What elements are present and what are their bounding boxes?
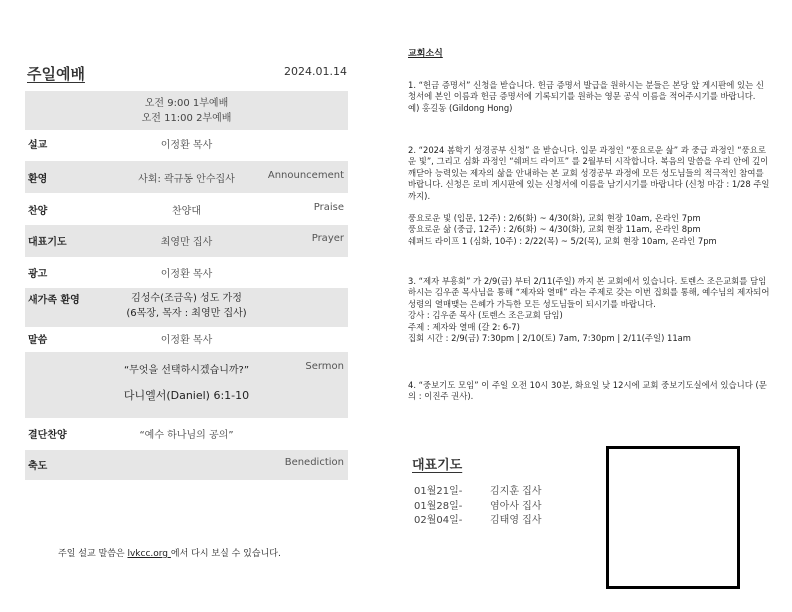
prayer-leader: 염아사 집사: [490, 500, 542, 512]
order-of-worship-table: [25, 91, 348, 480]
worship-title: 주일예배: [27, 65, 85, 83]
order-value: 사회: 곽규동 안수집사: [138, 174, 235, 185]
news-item-2: [408, 145, 770, 247]
detail-line: 강사 : 김우준 목사 (토렌스 조은교회 담임): [408, 310, 563, 321]
new-family-group: (6목장, 목자 : 최영만 집사): [126, 308, 247, 319]
order-label: 설교: [28, 140, 48, 151]
order-row-word: [25, 327, 348, 352]
order-label: 찬양: [28, 206, 48, 217]
news-item-text: 3. “제자 부흥회” 가 2/9(금) 부터 2/11(주일) 까지 본 교회에서 있습니다. 토렌스 조은교회를 담임하시는 김우준 목사님을 통해 “제자와 열매” 라는 주제로 갖는 이번 집회를 통해, 예수님의 제자되어 성령의 열매맺는 은혜가 가득한 모든 성도님들이 되시기를 바랍니다.: [408, 276, 770, 309]
service-time-1: 오전 9:00 1부예배: [144, 98, 229, 109]
order-label: 말씀: [28, 335, 48, 346]
prayer-date: 01월21일-: [414, 486, 463, 497]
order-english-label: Sermon: [305, 361, 344, 372]
detail-line: 집회 시간 : 2/9(금) 7:30pm | 2/10(토) 7am, 7:30pm | 2/11(주일) 11am: [408, 333, 691, 344]
news-item-4: [408, 380, 770, 403]
order-label: 새가족 환영: [28, 295, 80, 306]
service-times-row: [25, 91, 348, 130]
news-item-3: [408, 276, 770, 344]
sermon-title: “무엇을 선택하시겠습니까?”: [123, 365, 250, 376]
prayer-schedule-title: 대표기도: [412, 458, 463, 473]
order-row-praise: [25, 193, 348, 225]
order-row-new-family: [25, 288, 348, 327]
prayer-leader: 김태영 집사: [490, 515, 542, 526]
order-english-label: Announcement: [267, 170, 344, 181]
schedule-line: 풍요로운 삶 (중급, 12주) : 2/6(화) ~ 4/30(화), 교회 현장 11am, 온라인 8pm: [408, 224, 701, 235]
news-item-text: 1. “헌금 증명서” 신청을 받습니다. 헌금 증명서 발급을 원하시는 분들은 본당 앞 게시판에 있는 신청서에 본인 이름과 헌금 증명서에 기록되기를 원하는 영문 공식 이름을 적어주시기를 바랍니다.: [408, 80, 764, 102]
order-row-preacher: [25, 130, 348, 161]
order-label: 대표기도: [28, 237, 67, 248]
website-link[interactable]: lvkcc.org: [127, 549, 171, 559]
order-english-label: Praise: [313, 202, 344, 213]
prayer-schedule-list: [414, 485, 541, 529]
prayer-date: 02월04일-: [414, 515, 463, 526]
sermon-replay-note: [58, 546, 281, 559]
news-title: 교회소식: [408, 49, 443, 59]
prayer-leader: 김지훈 집사: [490, 486, 542, 497]
order-row-welcome: [25, 161, 348, 193]
news-item-example: 예) 홍길동 (Gildong Hong): [408, 102, 513, 113]
news-item-text: 4. “중보기도 모임” 이 주일 오전 10시 30분, 화요일 낮 12시에 교회 중보기도실에서 있습니다 (문의 : 이진주 권사).: [408, 380, 767, 402]
order-row-sermon: [25, 352, 348, 418]
service-time-2: 오전 11:00 2부예배: [141, 113, 232, 124]
order-row-prayer: [25, 225, 348, 257]
schedule-line: 쉐퍼드 라이프 1 (심화, 10주) : 2/22(목) ~ 5/2(목), 교회 현장 10am, 온라인 7pm: [408, 235, 717, 246]
new-family-name: 김성수(조금옥) 성도 가정: [131, 293, 242, 304]
order-row-benediction: [25, 450, 348, 480]
worship-date: 2024.01.14: [284, 65, 347, 78]
prayer-date: 01월28일-: [414, 500, 463, 512]
order-value: 이정환 목사: [160, 140, 213, 151]
order-english-label: Prayer: [311, 233, 344, 244]
list-item: [414, 485, 541, 500]
news-item-1: [408, 80, 770, 114]
order-value: 이정환 목사: [160, 335, 213, 346]
order-value: 이정환 목사: [160, 269, 213, 280]
order-value: “예수 하나님의 공의”: [139, 430, 234, 441]
schedule-line: 풍요로운 빛 (입문, 12주) : 2/6(화) ~ 4/30(화), 교회 현장 10am, 온라인 7pm: [408, 213, 701, 224]
order-label: 결단찬양: [28, 430, 67, 441]
qr-code-placeholder: [606, 446, 740, 589]
news-item-text: 2. “2024 봄학기 성경공부 신청” 을 받습니다. 입문 과정인 “풍요로운 삶” 과 중급 과정인 “풍요로운 빛”, 그리고 심화 과정인 “쉐퍼드 라이프” 를 2월부터 시작합니다. 복음의 말씀을 우리 안에 깊이 깨닫아 능력있는 제자의 삶을 안내하는 본 교회 성경공부 과정에 모든 성도님들의 적극적인 참여를 바랍니다. 신청은 로비 게시판에 있는 신청서에 이름을 남기시기를 바랍니다 (신청 마감 : 1/28 주일까지).: [408, 145, 770, 201]
note-text: 주일 설교 말씀은: [58, 549, 128, 559]
note-text: 에서 다시 보실 수 있습니다.: [170, 549, 281, 559]
order-label: 환영: [28, 174, 48, 185]
order-row-response-hymn: [25, 418, 348, 450]
order-value: 최영만 집사: [160, 237, 213, 248]
sermon-scripture: 다니엘서(Daniel) 6:1-10: [123, 389, 250, 402]
order-label: 광고: [28, 269, 48, 280]
list-item: [414, 500, 541, 515]
order-label: 축도: [28, 461, 48, 472]
order-value: 찬양대: [172, 206, 201, 217]
order-english-label: Benediction: [284, 457, 344, 468]
detail-line: 주제 : 제자와 열매 (갈 2: 6-7): [408, 321, 520, 332]
list-item: [414, 514, 541, 529]
order-row-announcement: [25, 257, 348, 288]
